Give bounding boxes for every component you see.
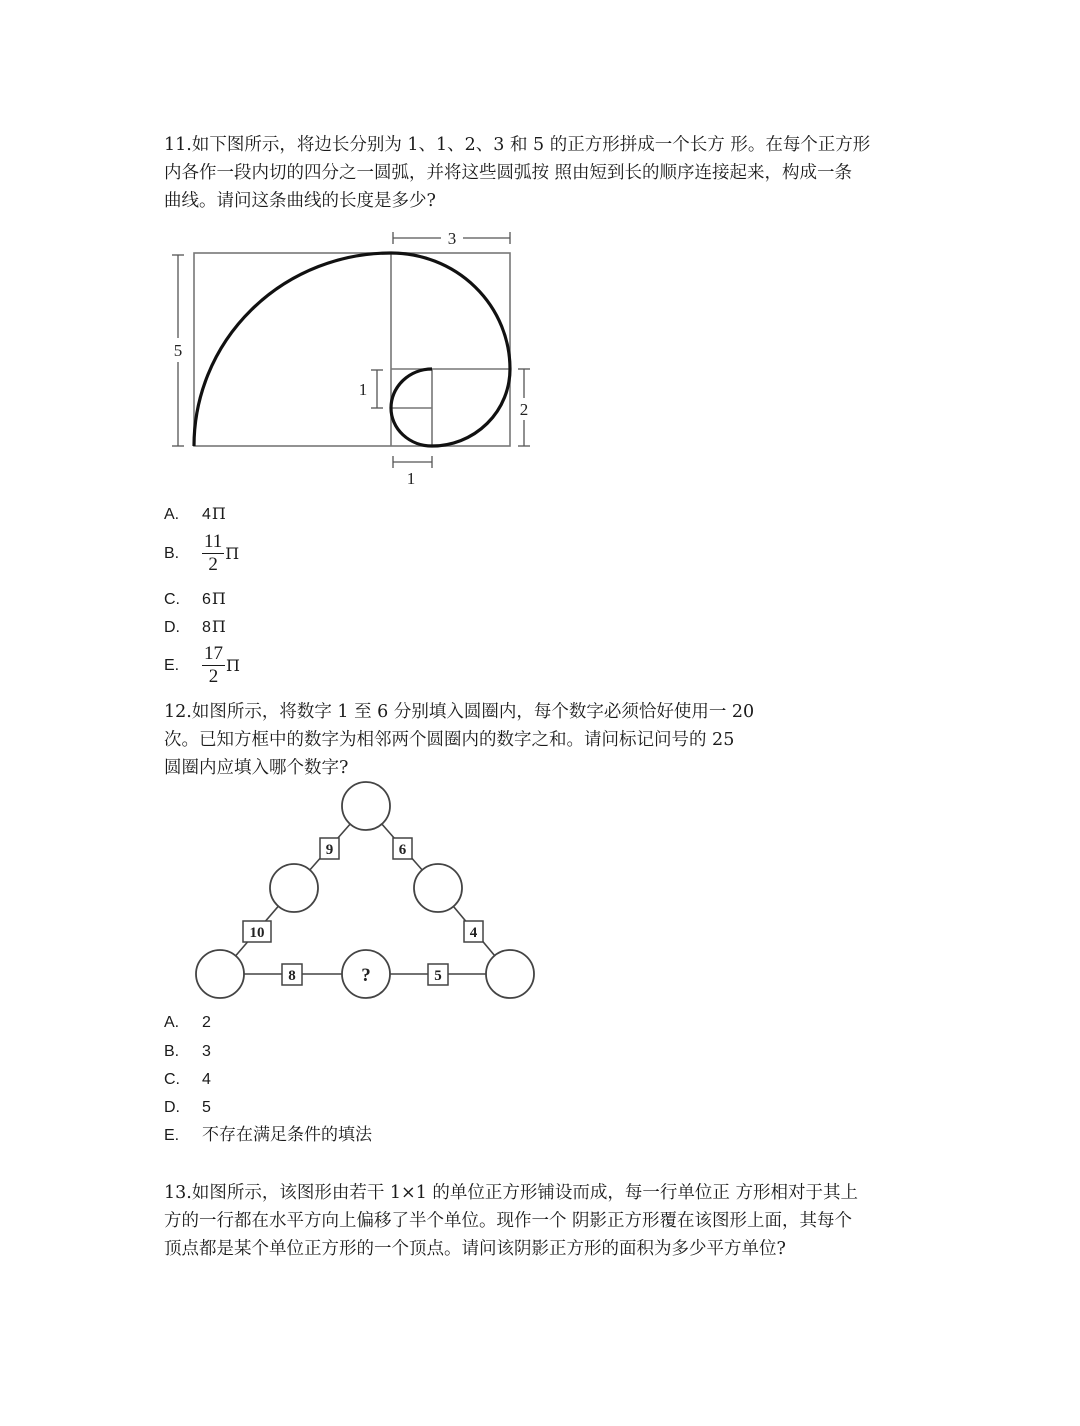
option-value: 6 xyxy=(202,591,211,608)
q11-line-3: 曲线。请问这条曲线的长度是多少? xyxy=(164,191,436,211)
option-letter: C. xyxy=(164,1071,180,1088)
pi-symbol: Π xyxy=(211,589,226,608)
dim-label-3: 3 xyxy=(447,229,457,248)
option-value: 2 xyxy=(202,1014,211,1031)
circle-top xyxy=(342,782,390,830)
option-value: 8 xyxy=(202,619,211,636)
q11-line-1: 11.如下图所示，将边长分别为 1、1、2、3 和 5 的正方形拼成一个长方 形。在每个正方形 xyxy=(164,135,871,155)
option-letter: C. xyxy=(164,591,180,608)
pi-symbol: Π xyxy=(211,504,226,523)
fibonacci-spiral-figure xyxy=(0,0,1080,500)
option-letter: B. xyxy=(164,544,180,562)
q11-option-b[interactable] xyxy=(164,531,239,576)
option-letter: E. xyxy=(164,656,180,674)
q11-option-e[interactable] xyxy=(164,643,240,688)
option-letter: A. xyxy=(164,506,180,523)
fraction-denominator: 2 xyxy=(208,666,219,687)
q12-line-2: 次。已知方框中的数字为相邻两个圆圈内的数字之和。请问标记问号的 25 xyxy=(164,730,735,750)
box-label: 6 xyxy=(398,842,407,858)
q12-option-c[interactable] xyxy=(164,1067,211,1092)
q11-option-c[interactable] xyxy=(164,587,226,612)
q13-line-1: 13.如图所示，该图形由若干 1×1 的单位正方形铺设而成，每一行单位正 方形相对于其上 xyxy=(164,1183,858,1203)
q12-option-a[interactable] xyxy=(164,1010,211,1035)
q12-option-d[interactable] xyxy=(164,1095,211,1120)
outer-rectangle xyxy=(194,253,510,446)
circle-bottom-right xyxy=(486,950,534,998)
triangle-circles-figure xyxy=(0,770,1080,1010)
dim-label-1-left: 1 xyxy=(358,380,368,399)
option-value: 5 xyxy=(202,1099,211,1116)
option-value: 4 xyxy=(202,1071,211,1088)
box-label: 10 xyxy=(249,925,265,941)
pi-symbol: Π xyxy=(226,655,240,675)
option-letter: D. xyxy=(164,619,180,636)
option-fraction xyxy=(202,643,225,688)
dim-label-5: 5 xyxy=(173,341,183,360)
pi-symbol: Π xyxy=(225,543,240,563)
option-letter: B. xyxy=(164,1043,180,1060)
option-value: 不存在满足条件的填法 xyxy=(202,1125,372,1145)
box-label: 4 xyxy=(469,925,478,941)
option-value: 3 xyxy=(202,1043,211,1060)
option-letter: D. xyxy=(164,1099,180,1116)
question-mark: ? xyxy=(361,965,371,986)
box-label: 8 xyxy=(288,968,296,984)
q12-option-e[interactable] xyxy=(164,1123,372,1148)
circle-left-middle xyxy=(270,864,318,912)
option-letter: E. xyxy=(164,1127,180,1144)
fraction-denominator: 2 xyxy=(208,554,218,575)
circle-bottom-left xyxy=(196,950,244,998)
pi-symbol: Π xyxy=(211,617,226,636)
spiral-curve xyxy=(194,253,510,446)
option-letter: A. xyxy=(164,1014,180,1031)
circle-right-middle xyxy=(414,864,462,912)
q12-line-1: 12.如图所示，将数字 1 至 6 分别填入圆圈内，每个数字必须恰好使用一 20 xyxy=(164,702,755,722)
q11-line-2: 内各作一段内切的四分之一圆弧，并将这些圆弧按 照由短到长的顺序连接起来，构成一条 xyxy=(164,163,853,183)
dim-label-2: 2 xyxy=(519,400,529,419)
option-fraction xyxy=(202,531,224,576)
q13-line-3: 顶点都是某个单位正方形的一个顶点。请问该阴影正方形的面积为多少平方单位? xyxy=(164,1239,786,1259)
fraction-numerator: 11 xyxy=(204,531,223,552)
q13-line-2: 方的一行都在水平方向上偏移了半个单位。现作一个 阴影正方形覆在该图形上面，其每个 xyxy=(164,1211,853,1231)
fraction-numerator: 17 xyxy=(204,643,223,664)
dim-label-1-bottom: 1 xyxy=(406,469,416,488)
box-label: 9 xyxy=(325,842,334,858)
box-label: 5 xyxy=(434,968,442,984)
q11-option-d[interactable] xyxy=(164,615,226,640)
q11-option-a[interactable] xyxy=(164,502,226,527)
option-value: 4 xyxy=(202,506,211,523)
q12-line-3: 圆圈内应填入哪个数字? xyxy=(164,758,349,778)
q12-option-b[interactable] xyxy=(164,1039,211,1064)
